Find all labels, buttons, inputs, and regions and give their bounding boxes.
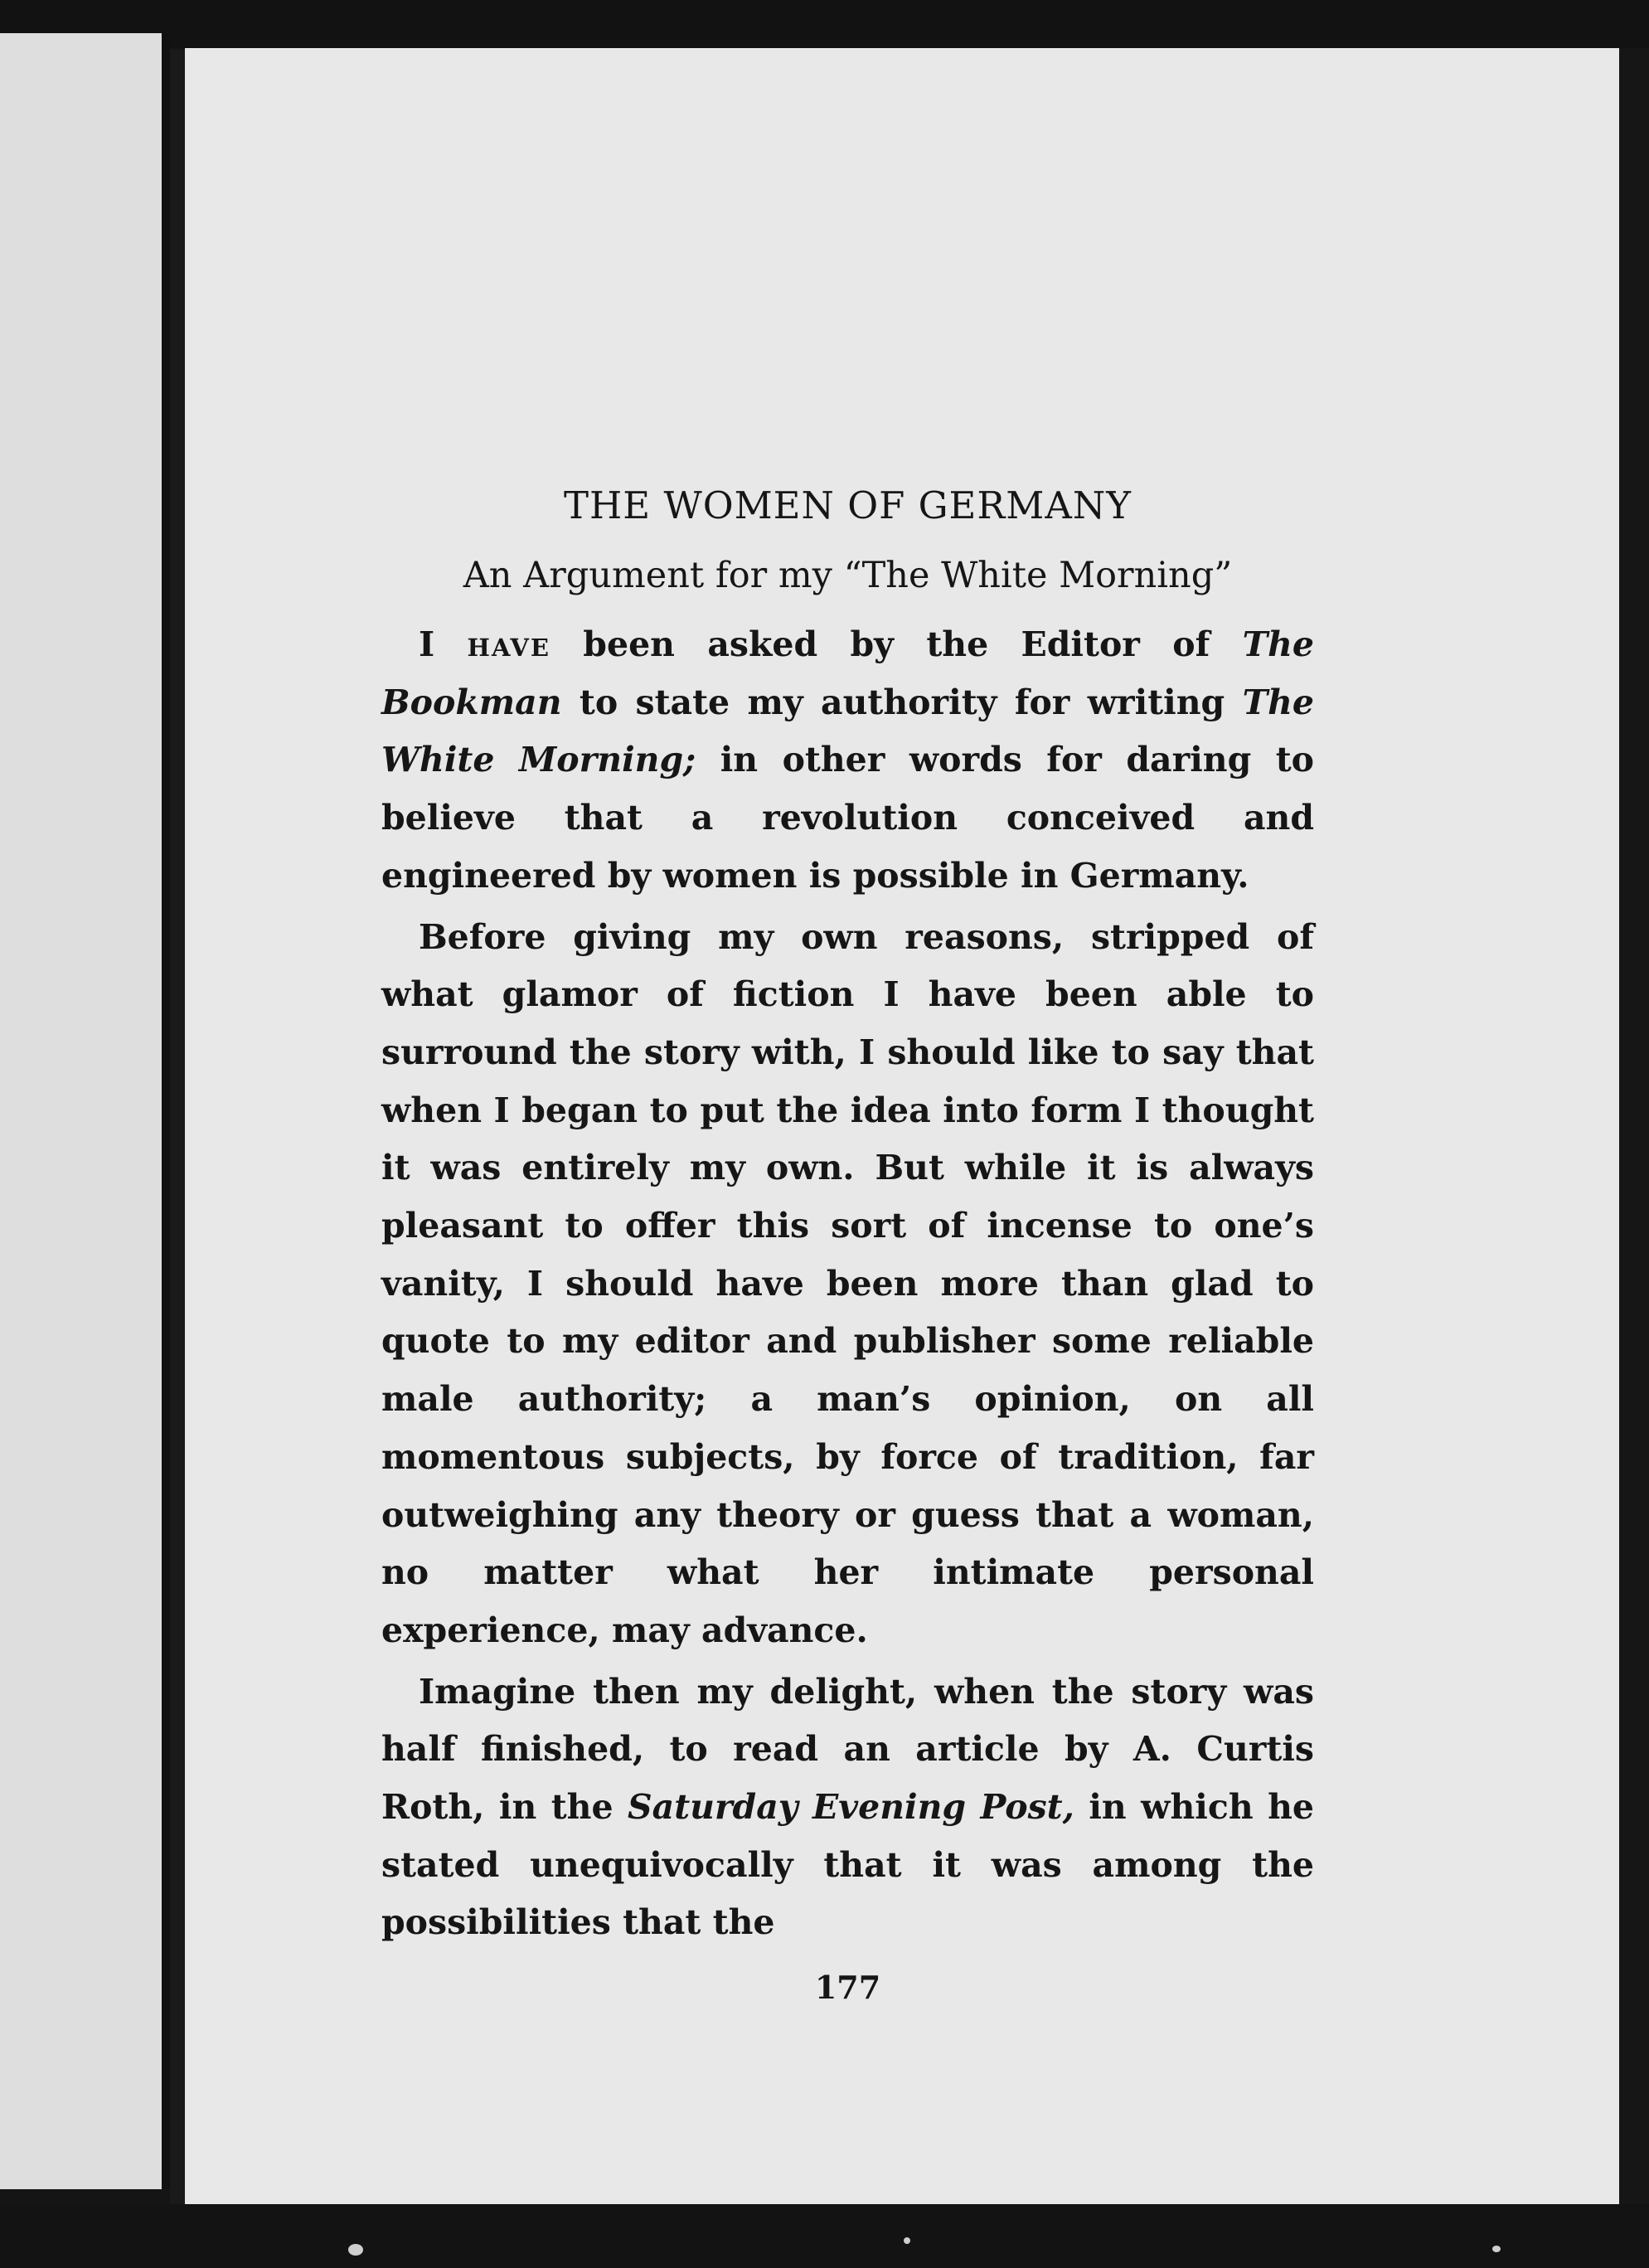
paragraph-lead: I xyxy=(419,624,468,664)
scan-right-border xyxy=(1619,48,1649,2268)
paragraph-1 xyxy=(381,616,1314,906)
scan-top-border xyxy=(0,0,1649,48)
page-gutter-shadow xyxy=(170,50,185,2206)
paragraph-lead-smallcaps: have xyxy=(467,624,550,664)
paragraph-2: Before giving my own reasons, stripped of what glamor of fiction I have been able to surround the story with, I should like to say that when I began to put the idea into form I thought it was entirely my own. But while it is always pleasant to offer this sort of incense to one’s vanity, I should have been more than glad to quote to my editor and publisher some reliable male authority; a man’s opinion, on all momentous subjects, by force of tradition, far outweighing any theory or guess that a woman, no matter what her intimate personal experience, may advance. xyxy=(381,916,1314,1650)
paragraph-text: in which he stated unequivocally that it was among the possibilities that the xyxy=(381,1787,1314,1943)
scan-bottom-border xyxy=(0,2204,1649,2268)
scan-speck xyxy=(904,2237,910,2244)
scan-speck xyxy=(348,2244,363,2256)
page-number: 177 xyxy=(814,1969,881,2007)
paragraph-3 xyxy=(381,1663,1314,1953)
italic-title: Saturday Evening Post, xyxy=(628,1787,1074,1828)
paragraph-text: to state my authority for writing xyxy=(561,682,1243,722)
paragraph-text: in other words for daring to believe that a revolution conceived and engineered by women is possible in Germany. xyxy=(381,740,1315,896)
page-title: THE WOMEN OF GERMANY xyxy=(564,483,1132,527)
paragraph-text: Imagine then my delight, when the story was half finished, to read an article by A. Curtis Roth, in the xyxy=(381,1671,1314,1828)
paragraph-text: been asked by the Editor of xyxy=(550,624,1243,664)
facing-page-edge xyxy=(0,33,170,2189)
scan-speck xyxy=(1492,2246,1501,2252)
page-content xyxy=(381,481,1314,2006)
italic-title: The White Morning; xyxy=(381,682,1314,780)
italic-title: The Bookman xyxy=(381,624,1314,722)
page-subtitle: An Argument for my “The White Morning” xyxy=(463,555,1233,596)
